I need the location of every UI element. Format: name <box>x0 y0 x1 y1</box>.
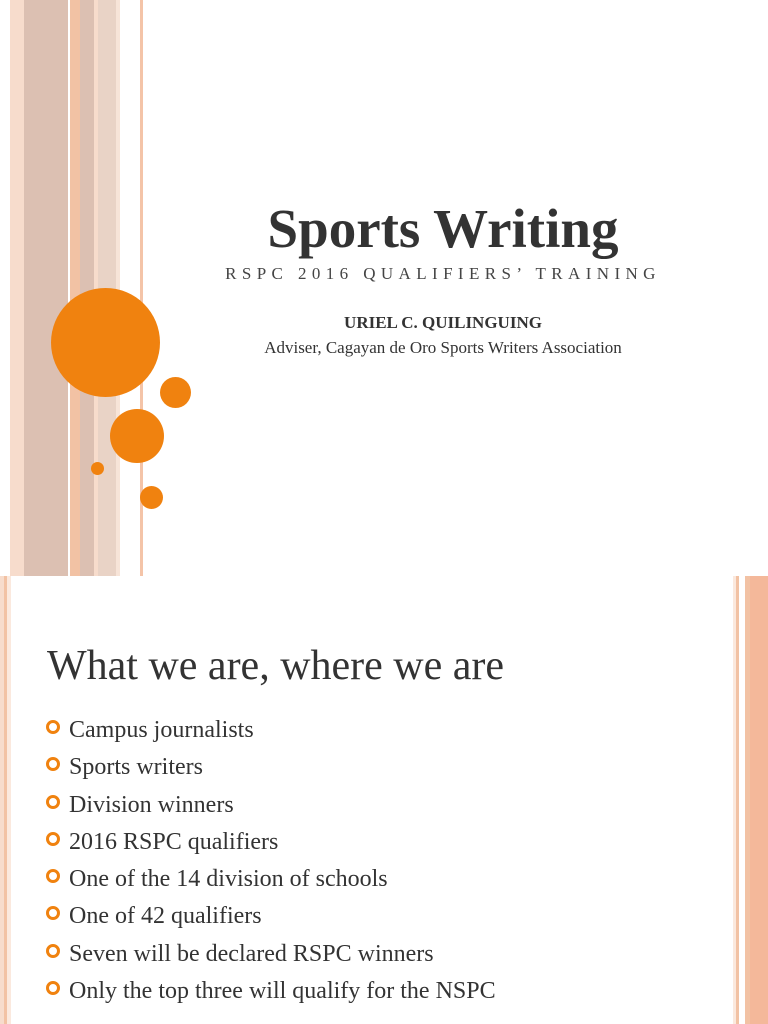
list-item-text: Division winners <box>69 791 234 818</box>
list-item-text: 2016 RSPC qualifiers <box>69 828 279 855</box>
decorative-stripe <box>10 0 24 576</box>
decorative-stripe <box>70 0 80 576</box>
decorative-stripe <box>7 576 11 1024</box>
large-circle-icon <box>51 288 160 397</box>
ring-bullet-icon <box>46 720 60 734</box>
decorative-stripe <box>116 0 120 576</box>
decorative-stripe <box>24 0 68 576</box>
small-circle-icon <box>160 377 191 408</box>
list-item-text: One of 42 qualifiers <box>69 903 262 930</box>
ring-bullet-icon <box>46 832 60 846</box>
decorative-stripe <box>750 576 768 1024</box>
tiny-circle-icon <box>91 462 104 475</box>
ring-bullet-icon <box>46 981 60 995</box>
author-name: URIEL C. QUILINGUING <box>344 313 542 332</box>
list-item-text: Campus journalists <box>69 717 254 743</box>
content-slide <box>0 576 768 1024</box>
medium-circle-icon <box>110 409 164 463</box>
slide-heading: What we are, where we are <box>47 643 505 689</box>
list-item-text: One of the 14 division of schools <box>69 866 388 893</box>
decorative-stripe <box>0 0 10 576</box>
slide-title: Sports Writing <box>267 198 619 259</box>
small-circle-icon <box>140 486 163 509</box>
decorative-stripe <box>80 0 94 576</box>
ring-bullet-icon <box>46 906 60 920</box>
ring-bullet-icon <box>46 944 60 958</box>
ring-bullet-icon <box>46 869 60 883</box>
list-item-text: Sports writers <box>69 754 203 781</box>
author-role: Adviser, Cagayan de Oro Sports Writers Association <box>264 338 622 357</box>
list-item-text: Only the top three will qualify for the NSPC <box>69 978 496 1005</box>
ring-bullet-icon <box>46 795 60 809</box>
ring-bullet-icon <box>46 757 60 771</box>
slide-subtitle: RSPC 2016 QUALIFIERS’ TRAINING <box>225 264 661 283</box>
list-item-text: Seven will be declared RSPC winners <box>69 940 434 967</box>
